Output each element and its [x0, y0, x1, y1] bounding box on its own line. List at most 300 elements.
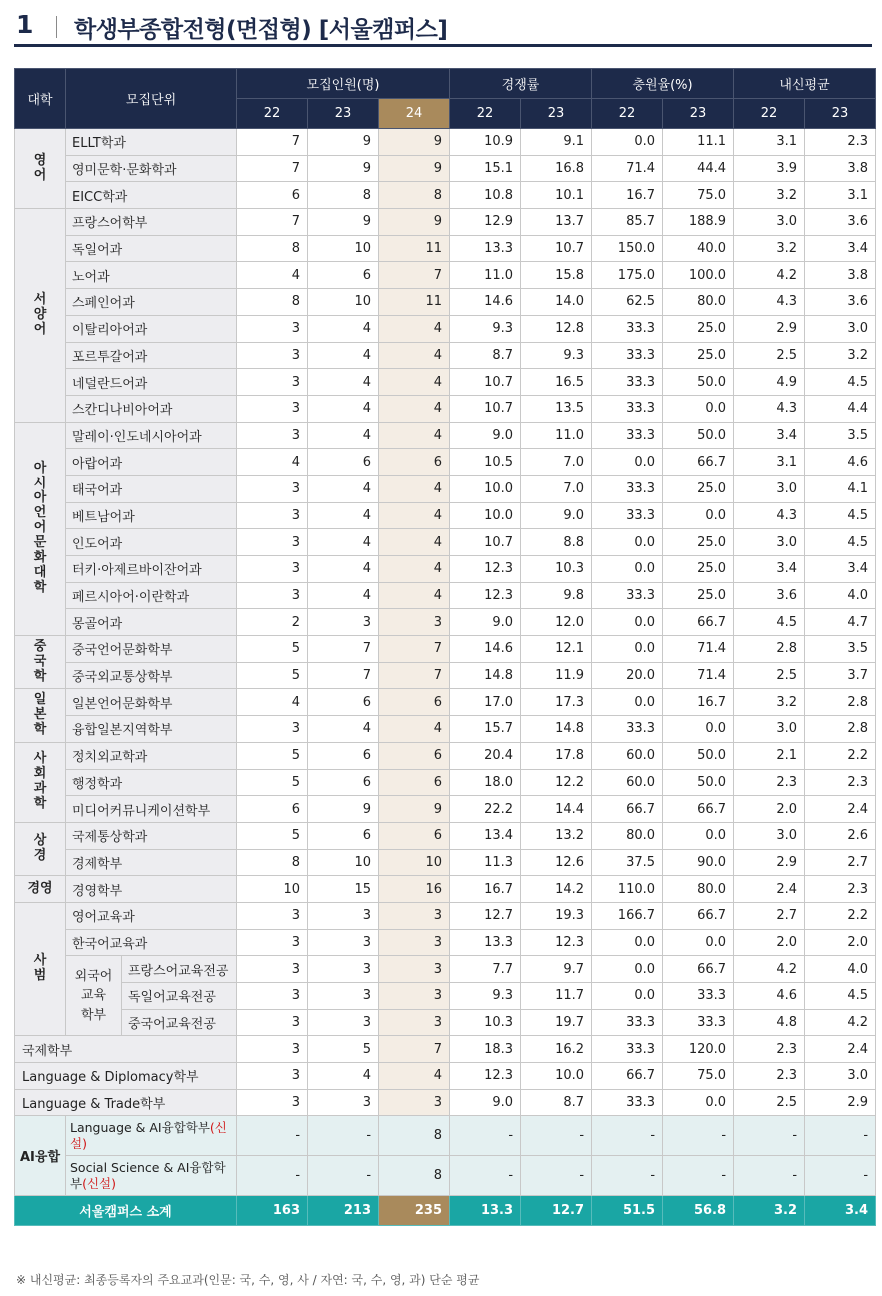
value-cell: 3 [308, 902, 379, 929]
dept-name: ELLT학과 [66, 129, 237, 156]
value-cell: 4.3 [734, 289, 805, 316]
value-cell: 66.7 [663, 956, 734, 983]
value-cell: 3.0 [734, 529, 805, 556]
value-cell: 33.3 [592, 395, 663, 422]
table-row [15, 289, 876, 316]
value-cell: 44.4 [663, 155, 734, 182]
value-cell: 4 [379, 556, 450, 583]
value-cell: 14.2 [521, 876, 592, 903]
table-row [15, 796, 876, 823]
value-cell: 4 [379, 395, 450, 422]
value-cell: 4.5 [805, 529, 876, 556]
dept-name: 국제학부 [15, 1036, 237, 1063]
value-cell: 3 [237, 369, 308, 396]
value-cell: 9 [308, 155, 379, 182]
value-cell: 71.4 [663, 662, 734, 689]
dept-name: 영어교육과 [66, 902, 237, 929]
value-cell: 25.0 [663, 475, 734, 502]
new-badge: (신설) [82, 1175, 116, 1191]
value-cell: 10 [308, 235, 379, 262]
value-cell: 3.0 [734, 209, 805, 236]
value-cell: 10.7 [450, 369, 521, 396]
value-cell: 4 [308, 582, 379, 609]
dept-name: 한국어교육과 [66, 929, 237, 956]
value-cell: 9.0 [450, 1089, 521, 1116]
value-cell: 2.8 [805, 716, 876, 743]
value-cell: 13.4 [450, 822, 521, 849]
dept-name: 네덜란드어과 [66, 369, 237, 396]
value-cell: 3 [308, 983, 379, 1010]
value-cell: 2.3 [805, 876, 876, 903]
table-row [15, 1116, 876, 1156]
dept-name: 포르투갈어과 [66, 342, 237, 369]
value-cell: - [734, 1156, 805, 1196]
value-cell: 12.3 [450, 556, 521, 583]
value-cell: - [308, 1116, 379, 1156]
value-cell: 33.3 [592, 342, 663, 369]
value-cell: 17.3 [521, 689, 592, 716]
value-cell: 4.0 [805, 582, 876, 609]
value-cell: 4 [308, 1063, 379, 1090]
value-cell: 19.7 [521, 1009, 592, 1036]
table-body [15, 129, 876, 1226]
value-cell: 15.8 [521, 262, 592, 289]
table-row [15, 742, 876, 769]
table-row [15, 475, 876, 502]
value-cell: 20.0 [592, 662, 663, 689]
value-cell: 33.3 [592, 1089, 663, 1116]
value-cell: 60.0 [592, 742, 663, 769]
value-cell: 3 [237, 956, 308, 983]
value-cell: 66.7 [663, 796, 734, 823]
value-cell: 3 [237, 902, 308, 929]
value-cell: 0.0 [663, 1089, 734, 1116]
value-cell: 0.0 [663, 929, 734, 956]
value-cell: 2.6 [805, 822, 876, 849]
value-cell: 71.4 [663, 636, 734, 663]
value-cell: 14.6 [450, 636, 521, 663]
value-cell: 71.4 [592, 155, 663, 182]
dept-name: 페르시아어·이란학과 [66, 582, 237, 609]
value-cell: 9 [308, 796, 379, 823]
dept-name: 국제통상학과 [66, 822, 237, 849]
table-row [15, 422, 876, 449]
admission-table [14, 68, 876, 1226]
table-row [15, 716, 876, 743]
header-year: 22 [734, 99, 805, 129]
value-cell: 10.0 [521, 1063, 592, 1090]
value-cell: 9 [379, 155, 450, 182]
table-row [15, 235, 876, 262]
table-row [15, 395, 876, 422]
value-cell: 10.3 [450, 1009, 521, 1036]
value-cell: 4 [308, 475, 379, 502]
value-cell: 0.0 [592, 556, 663, 583]
value-cell: 11.9 [521, 662, 592, 689]
value-cell: 12.8 [521, 315, 592, 342]
dept-name: 프랑스어학부 [66, 209, 237, 236]
value-cell: 5 [237, 769, 308, 796]
dept-label: Language & AI융합학부 [70, 1120, 210, 1136]
value-cell: 7 [379, 262, 450, 289]
header-group-competition: 경쟁률 [450, 69, 592, 99]
value-cell: 8 [237, 289, 308, 316]
value-cell: 4 [308, 529, 379, 556]
value-cell: 66.7 [663, 902, 734, 929]
college-cell: 상 경 [15, 822, 66, 875]
value-cell: 3 [237, 582, 308, 609]
table-row [15, 769, 876, 796]
value-cell: 7 [379, 636, 450, 663]
value-cell: 16.7 [450, 876, 521, 903]
value-cell: 3 [237, 1063, 308, 1090]
value-cell: 10.0 [450, 502, 521, 529]
value-cell: 9.0 [450, 609, 521, 636]
value-cell: 10.0 [450, 475, 521, 502]
value-cell: 10.9 [450, 129, 521, 156]
table-row [15, 983, 876, 1010]
value-cell: 4.7 [805, 609, 876, 636]
value-cell: 4 [308, 422, 379, 449]
value-cell: - [521, 1156, 592, 1196]
value-cell: 50.0 [663, 369, 734, 396]
value-cell: 33.3 [592, 502, 663, 529]
value-cell: - [450, 1116, 521, 1156]
value-cell: 10 [237, 876, 308, 903]
value-cell: 3.4 [805, 556, 876, 583]
value-cell: 3 [308, 609, 379, 636]
header-year: 23 [308, 99, 379, 129]
value-cell: - [592, 1116, 663, 1156]
value-cell: 6 [308, 742, 379, 769]
value-cell: 3.4 [805, 235, 876, 262]
value-cell: - [592, 1156, 663, 1196]
value-cell: 12.7 [450, 902, 521, 929]
value-cell: 11 [379, 289, 450, 316]
dept-name: 일본언어문화학부 [66, 689, 237, 716]
value-cell: 12.3 [450, 1063, 521, 1090]
value-cell: 3.6 [805, 209, 876, 236]
value-cell: 6 [379, 689, 450, 716]
table-row [15, 342, 876, 369]
value-cell: 10 [308, 289, 379, 316]
table-row [15, 155, 876, 182]
value-cell: 9.3 [450, 983, 521, 1010]
header-group-quota: 모집인원(명) [237, 69, 450, 99]
table-row [15, 662, 876, 689]
value-cell: 33.3 [592, 1009, 663, 1036]
dept-name [66, 1116, 237, 1156]
value-cell: 25.0 [663, 342, 734, 369]
value-cell: 8.7 [450, 342, 521, 369]
value-cell: 2.3 [805, 129, 876, 156]
value-cell: 0.0 [592, 129, 663, 156]
value-cell: 80.0 [592, 822, 663, 849]
value-cell: 2.3 [734, 1036, 805, 1063]
value-cell: 3 [308, 929, 379, 956]
value-cell: 18.3 [450, 1036, 521, 1063]
value-cell: 10.3 [521, 556, 592, 583]
value-cell: 3.1 [734, 449, 805, 476]
value-cell: 5 [237, 662, 308, 689]
header-college: 대학 [15, 69, 66, 129]
total-row [15, 1196, 876, 1226]
value-cell: 0.0 [592, 929, 663, 956]
value-cell: 3 [237, 983, 308, 1010]
total-value: 12.7 [521, 1196, 592, 1226]
value-cell: 13.2 [521, 822, 592, 849]
value-cell: 10.7 [450, 529, 521, 556]
value-cell: 3.2 [805, 342, 876, 369]
value-cell: 15.7 [450, 716, 521, 743]
value-cell: 0.0 [592, 609, 663, 636]
value-cell: 4 [237, 262, 308, 289]
table-row [15, 956, 876, 983]
value-cell: 66.7 [663, 449, 734, 476]
value-cell: 3.5 [805, 636, 876, 663]
value-cell: 4 [308, 315, 379, 342]
value-cell: 0.0 [592, 983, 663, 1010]
table-row [15, 609, 876, 636]
value-cell: 4 [379, 475, 450, 502]
value-cell: 9.3 [521, 342, 592, 369]
value-cell: 0.0 [592, 636, 663, 663]
value-cell: 0.0 [663, 502, 734, 529]
value-cell: 4 [308, 502, 379, 529]
value-cell: 3 [379, 956, 450, 983]
dept-name: 인도어과 [66, 529, 237, 556]
value-cell: 9.0 [521, 502, 592, 529]
dept-name: 경영학부 [66, 876, 237, 903]
value-cell: 6 [379, 742, 450, 769]
value-cell: 16.7 [592, 182, 663, 209]
value-cell: - [734, 1116, 805, 1156]
value-cell: 2.8 [734, 636, 805, 663]
value-cell: 16.5 [521, 369, 592, 396]
value-cell: 40.0 [663, 235, 734, 262]
value-cell: 7 [308, 636, 379, 663]
value-cell: 10.1 [521, 182, 592, 209]
value-cell: 8 [237, 849, 308, 876]
value-cell: 10.5 [450, 449, 521, 476]
value-cell: 3 [237, 342, 308, 369]
value-cell: 18.0 [450, 769, 521, 796]
value-cell: 19.3 [521, 902, 592, 929]
new-badge: (신설) [70, 1120, 227, 1151]
value-cell: 13.7 [521, 209, 592, 236]
value-cell: 14.8 [450, 662, 521, 689]
dept-name: 중국언어문화학부 [66, 636, 237, 663]
value-cell: 2.9 [805, 1089, 876, 1116]
value-cell: 3 [379, 1009, 450, 1036]
value-cell: 8 [379, 1156, 450, 1196]
college-cell: 사 회 과 학 [15, 742, 66, 822]
value-cell: 10 [308, 849, 379, 876]
value-cell: 166.7 [592, 902, 663, 929]
total-value: 3.4 [805, 1196, 876, 1226]
college-cell: AI융합 [15, 1116, 66, 1196]
title-rule [14, 44, 872, 47]
value-cell: 6 [237, 182, 308, 209]
value-cell: 33.3 [592, 582, 663, 609]
page-title [14, 4, 872, 46]
value-cell: 3 [237, 475, 308, 502]
value-cell: 4.2 [734, 956, 805, 983]
value-cell: 2.4 [734, 876, 805, 903]
table-row [15, 315, 876, 342]
value-cell: 9 [379, 129, 450, 156]
value-cell: 3 [379, 902, 450, 929]
value-cell: 7 [237, 155, 308, 182]
value-cell: 8.8 [521, 529, 592, 556]
college-cell: 중 국 학 [15, 636, 66, 689]
value-cell: 25.0 [663, 582, 734, 609]
value-cell: 33.3 [592, 369, 663, 396]
value-cell: 3.2 [734, 235, 805, 262]
value-cell: 4 [308, 342, 379, 369]
value-cell: 2.0 [805, 929, 876, 956]
value-cell: 80.0 [663, 289, 734, 316]
value-cell: 6 [379, 822, 450, 849]
value-cell: 4 [379, 422, 450, 449]
value-cell: 4 [379, 529, 450, 556]
value-cell: - [237, 1156, 308, 1196]
value-cell: 2.5 [734, 342, 805, 369]
value-cell: 4.6 [805, 449, 876, 476]
value-cell: 3 [308, 956, 379, 983]
value-cell: 4 [308, 369, 379, 396]
table-row [15, 876, 876, 903]
value-cell: 3.0 [805, 315, 876, 342]
value-cell: 62.5 [592, 289, 663, 316]
value-cell: 2.0 [734, 796, 805, 823]
dept-name: 독일어과 [66, 235, 237, 262]
dept-name: 아랍어과 [66, 449, 237, 476]
value-cell: 33.3 [663, 983, 734, 1010]
value-cell: 80.0 [663, 876, 734, 903]
value-cell: 4 [379, 1063, 450, 1090]
value-cell: 22.2 [450, 796, 521, 823]
value-cell: 4.5 [805, 502, 876, 529]
value-cell: 2.5 [734, 1089, 805, 1116]
value-cell: 9 [379, 209, 450, 236]
value-cell: 75.0 [663, 182, 734, 209]
table-row [15, 1009, 876, 1036]
value-cell: 6 [308, 769, 379, 796]
value-cell: 4.0 [805, 956, 876, 983]
value-cell: 4 [237, 689, 308, 716]
table-row [15, 929, 876, 956]
table-row [15, 262, 876, 289]
value-cell: - [663, 1116, 734, 1156]
value-cell: 14.0 [521, 289, 592, 316]
value-cell: 16.8 [521, 155, 592, 182]
total-label: 서울캠퍼스 소계 [15, 1196, 237, 1226]
value-cell: 10.8 [450, 182, 521, 209]
value-cell: 3 [379, 1089, 450, 1116]
value-cell: 8 [379, 1116, 450, 1156]
value-cell: 13.3 [450, 929, 521, 956]
value-cell: 3.4 [734, 556, 805, 583]
dept-name: 미디어커뮤니케이션학부 [66, 796, 237, 823]
value-cell: 10 [379, 849, 450, 876]
table-row [15, 1036, 876, 1063]
value-cell: 4.5 [805, 983, 876, 1010]
value-cell: 13.3 [450, 235, 521, 262]
value-cell: 4.5 [734, 609, 805, 636]
value-cell: 14.6 [450, 289, 521, 316]
total-value: 13.3 [450, 1196, 521, 1226]
value-cell: 3.8 [805, 155, 876, 182]
value-cell: 188.9 [663, 209, 734, 236]
dept-name: 영미문학·문화학과 [66, 155, 237, 182]
value-cell: 17.8 [521, 742, 592, 769]
dept-name: 행정학과 [66, 769, 237, 796]
value-cell: 3 [237, 929, 308, 956]
value-cell: 3.1 [734, 129, 805, 156]
value-cell: 2.8 [805, 689, 876, 716]
subcollege-cell: 외국어 교육 학부 [66, 956, 122, 1036]
value-cell: 2.9 [734, 315, 805, 342]
value-cell: 3 [308, 1089, 379, 1116]
value-cell: 25.0 [663, 315, 734, 342]
header-year: 23 [805, 99, 876, 129]
value-cell: 2.0 [734, 929, 805, 956]
value-cell: 3 [308, 1009, 379, 1036]
value-cell: - [663, 1156, 734, 1196]
value-cell: 3 [237, 1009, 308, 1036]
value-cell: 3.6 [734, 582, 805, 609]
value-cell: 9.0 [450, 422, 521, 449]
value-cell: 66.7 [592, 1063, 663, 1090]
table-row [15, 556, 876, 583]
dept-name: 스칸디나비아어과 [66, 395, 237, 422]
value-cell: 10.7 [450, 395, 521, 422]
dept-name: 융합일본지역학부 [66, 716, 237, 743]
value-cell: 50.0 [663, 422, 734, 449]
value-cell: 12.9 [450, 209, 521, 236]
value-cell: 4 [308, 556, 379, 583]
value-cell: 7.7 [450, 956, 521, 983]
value-cell: 175.0 [592, 262, 663, 289]
value-cell: 14.8 [521, 716, 592, 743]
value-cell: 11.0 [450, 262, 521, 289]
college-cell: 아 시 아 언 어 문 화 대 학 [15, 422, 66, 636]
value-cell: 9.8 [521, 582, 592, 609]
table-row [15, 129, 876, 156]
value-cell: 2.2 [805, 742, 876, 769]
dept-name: 스페인어과 [66, 289, 237, 316]
value-cell: 4 [308, 395, 379, 422]
dept-label: Social Science & AI융합학부 [70, 1160, 226, 1191]
value-cell: 60.0 [592, 769, 663, 796]
value-cell: 5 [308, 1036, 379, 1063]
total-value: 51.5 [592, 1196, 663, 1226]
value-cell: 7 [237, 209, 308, 236]
value-cell: 0.0 [663, 822, 734, 849]
value-cell: 3.0 [734, 822, 805, 849]
value-cell: 12.1 [521, 636, 592, 663]
total-value: 235 [379, 1196, 450, 1226]
header-year: 22 [592, 99, 663, 129]
value-cell: 4.3 [734, 395, 805, 422]
value-cell: 4 [379, 369, 450, 396]
value-cell: 9 [308, 209, 379, 236]
value-cell: 2.7 [734, 902, 805, 929]
value-cell: 66.7 [663, 609, 734, 636]
value-cell: 3 [379, 929, 450, 956]
value-cell: 0.0 [592, 529, 663, 556]
